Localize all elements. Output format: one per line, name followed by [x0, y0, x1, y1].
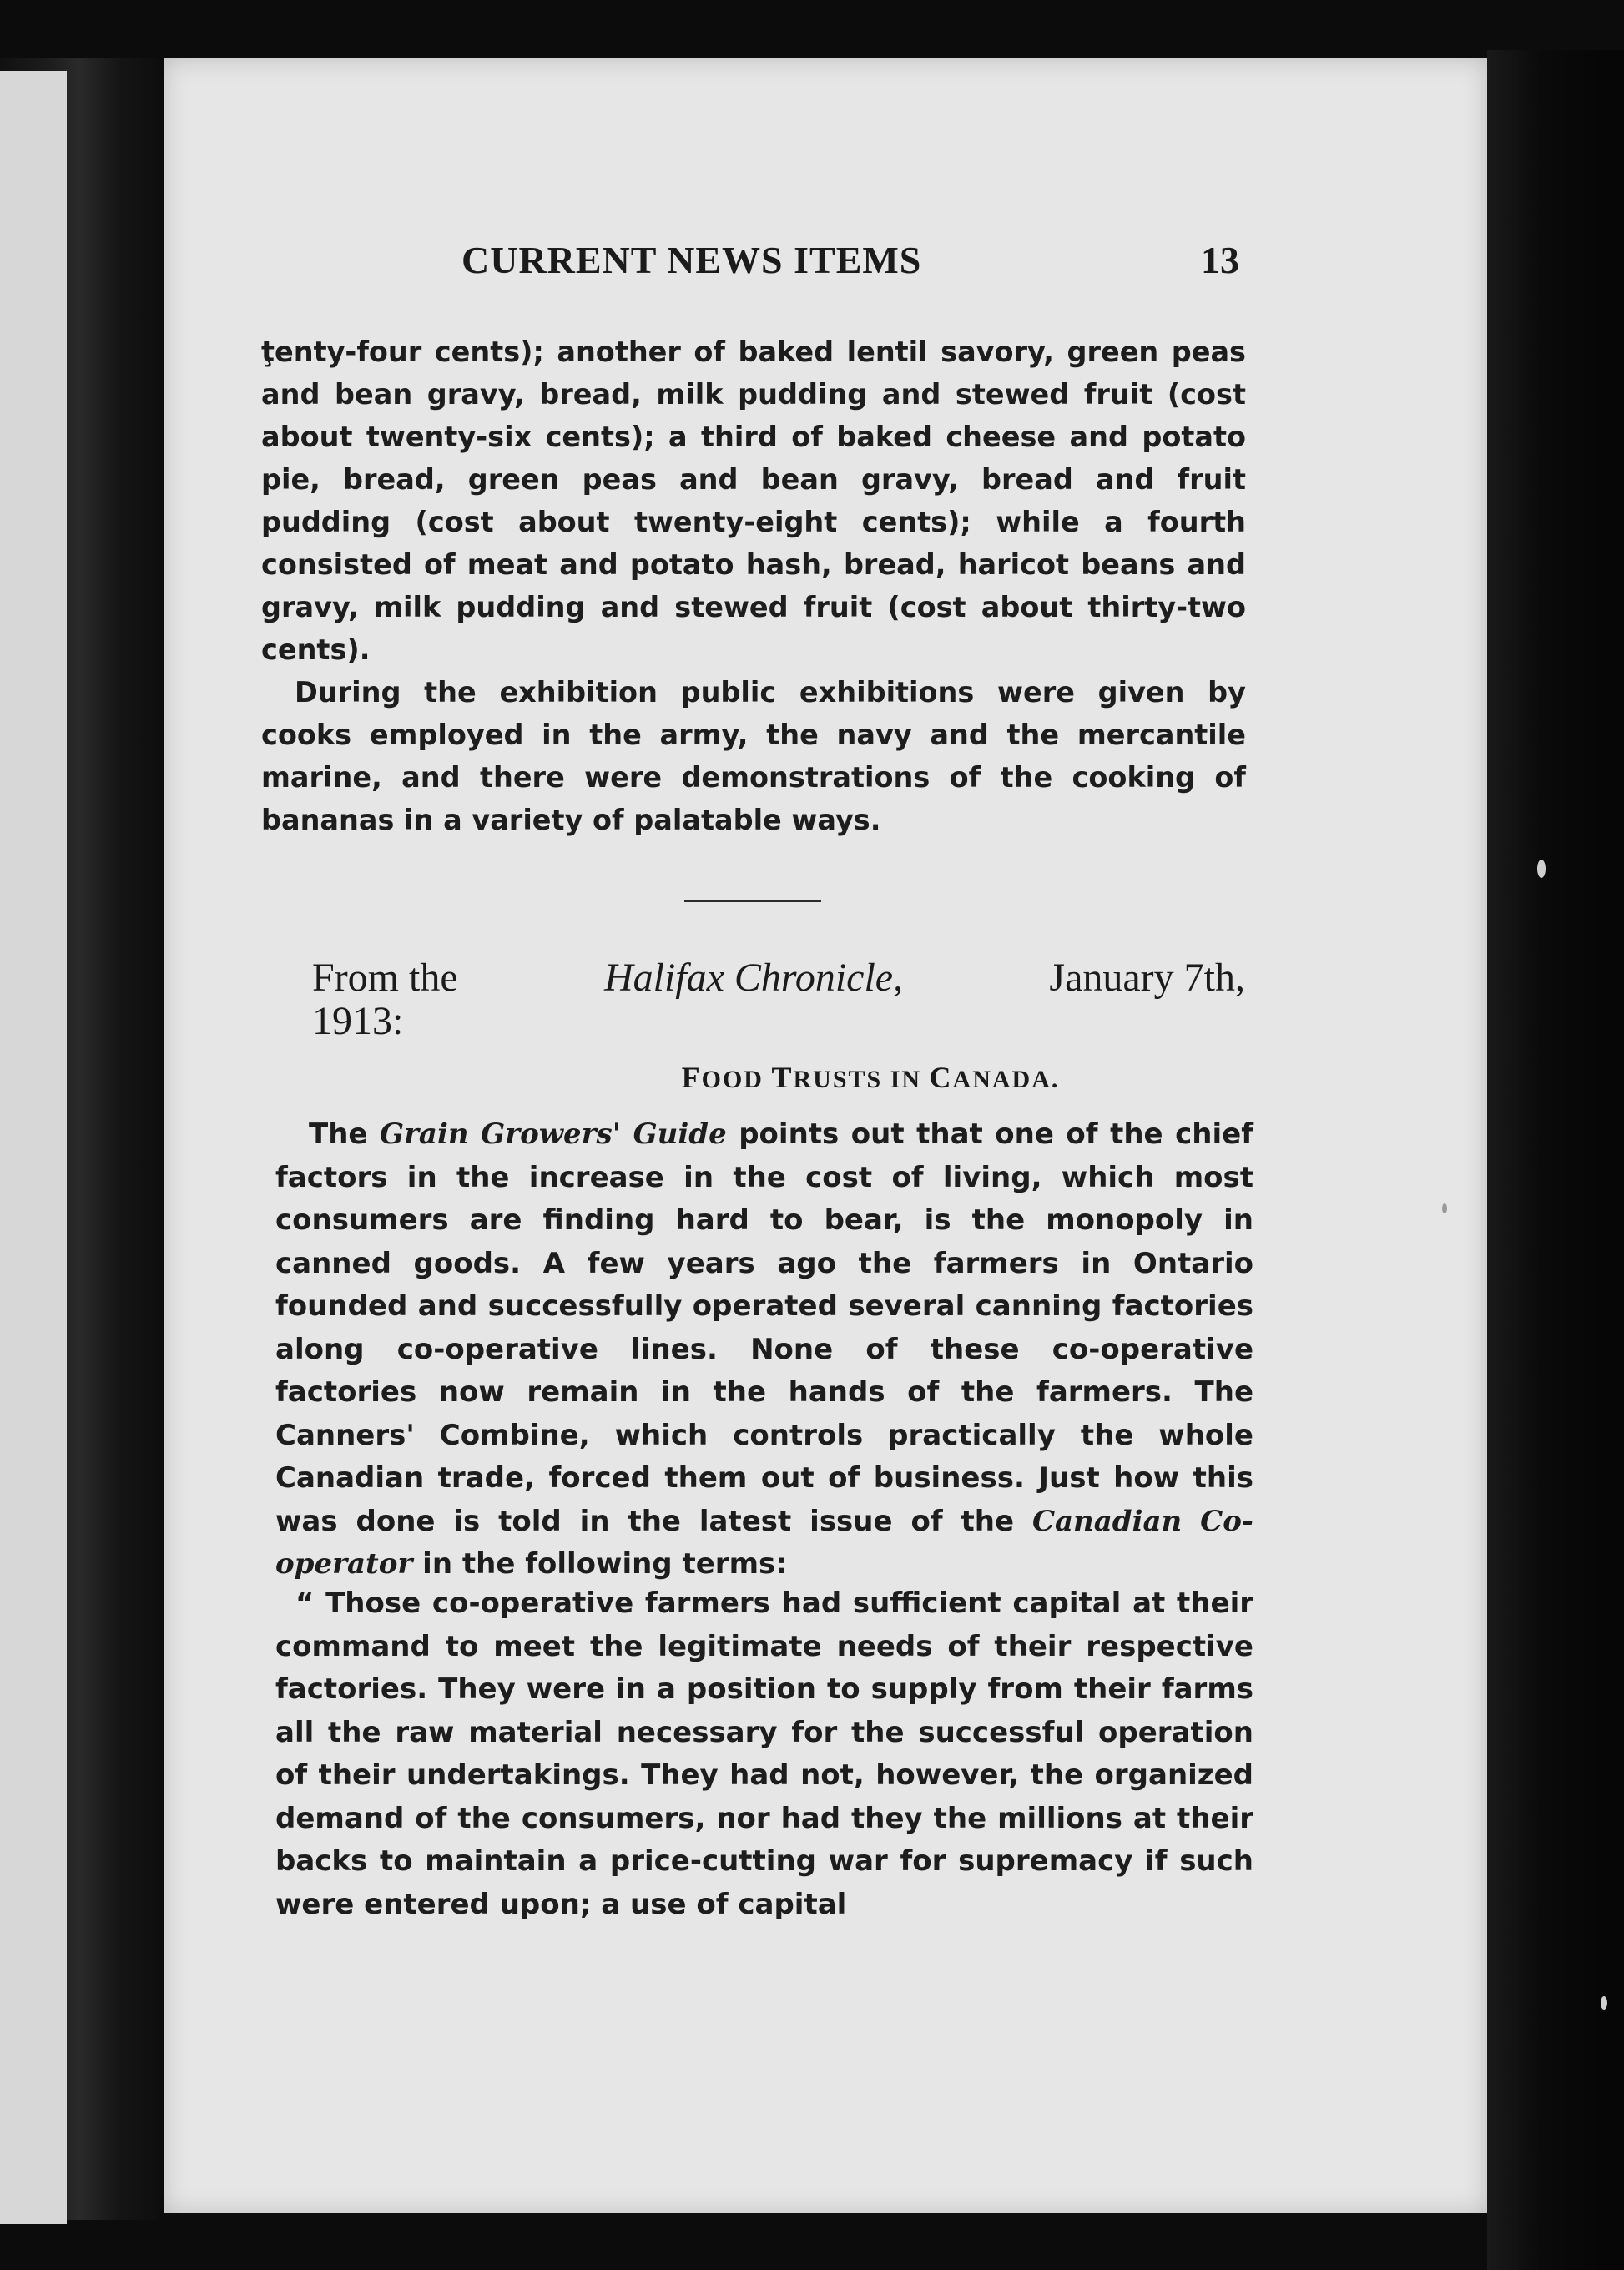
p3-end: in the following terms: [422, 1547, 787, 1581]
heading-cap: F [681, 1061, 702, 1094]
section-divider [684, 900, 821, 902]
source-prefix: From the [312, 956, 458, 1000]
running-title: CURRENT NEWS ITEMS [461, 239, 922, 281]
section-heading [0, 1060, 1624, 1095]
source-line [312, 956, 1245, 1043]
heading-word: IN [890, 1066, 922, 1093]
paragraph-2: During the exhibition public exhibitions were given by cooks employed in the army, the navy and the mercantile marine, and there were demonstrations of the cooking of bananas in a variety of palatable ways. [261, 676, 1246, 836]
scan-speck [1601, 1996, 1607, 2010]
adjacent-page-edge [0, 71, 67, 2224]
p3-middle: points out that one of the chief factors in the increase in the cost of living, which most consumers are finding hard to bear, is the monopoly in canned goods. A few years ago the farmers in Ontario founded and successfully operated several canning factories along co-operative lines. None of these co-operative factories now remain in the hands of the farmers. The Canners' Combine, which controls practically the whole Canadian trade, forced them out of business. Just how this was done is told in the latest issue of the [275, 1117, 1253, 1538]
scan-right-edge [1487, 50, 1624, 2270]
heading-rest: RUSTS [793, 1066, 883, 1093]
p3-reference: Grain Growers' Guide [379, 1117, 727, 1151]
paragraph-4: “ Those co-operative farmers had sufficient capital at their command to meet the legitimate needs of their respective factories. They were in a position to supply from their farms all the raw material necessary for the successful operation of their undertakings. They had not, however, the organized demand of the consumers, nor had they the millions at their backs to maintain a price-cutting war for supremacy if such were entered upon; a use of capital [275, 1586, 1253, 1921]
source-publication: Halifax Chronicle, [603, 956, 904, 1000]
heading-rest: ANADA. [952, 1066, 1060, 1093]
paragraph-1: ţenty-four cents); another of baked lentil savory, green peas and bean gravy, bread, milk pudding and stewed fruit (cost about twenty-six cents); a third of baked cheese and potato pie, bread, green peas and bean gravy, bread and fruit pudding (cost about twenty-eight cents); while a fourth consisted of meat and potato hash, bread, haricot beans and gravy, milk pudding and stewed fruit (cost about thirty-two cents). [261, 335, 1246, 666]
heading-rest: OOD [701, 1066, 764, 1093]
p3-start: The [309, 1117, 368, 1151]
running-header [296, 238, 1239, 291]
scan-speck [1537, 860, 1546, 878]
page-number: 13 [1201, 239, 1239, 281]
source-year: 1913: [312, 999, 404, 1043]
source-date: January 7th, [1049, 956, 1245, 1000]
paragraph-3 [275, 1113, 1253, 1586]
p3-reference-2: Canadian Co-operator [275, 1504, 1254, 1581]
heading-cap: T [771, 1061, 794, 1094]
heading-cap: C [929, 1061, 953, 1094]
scan-speck [1442, 1203, 1447, 1213]
